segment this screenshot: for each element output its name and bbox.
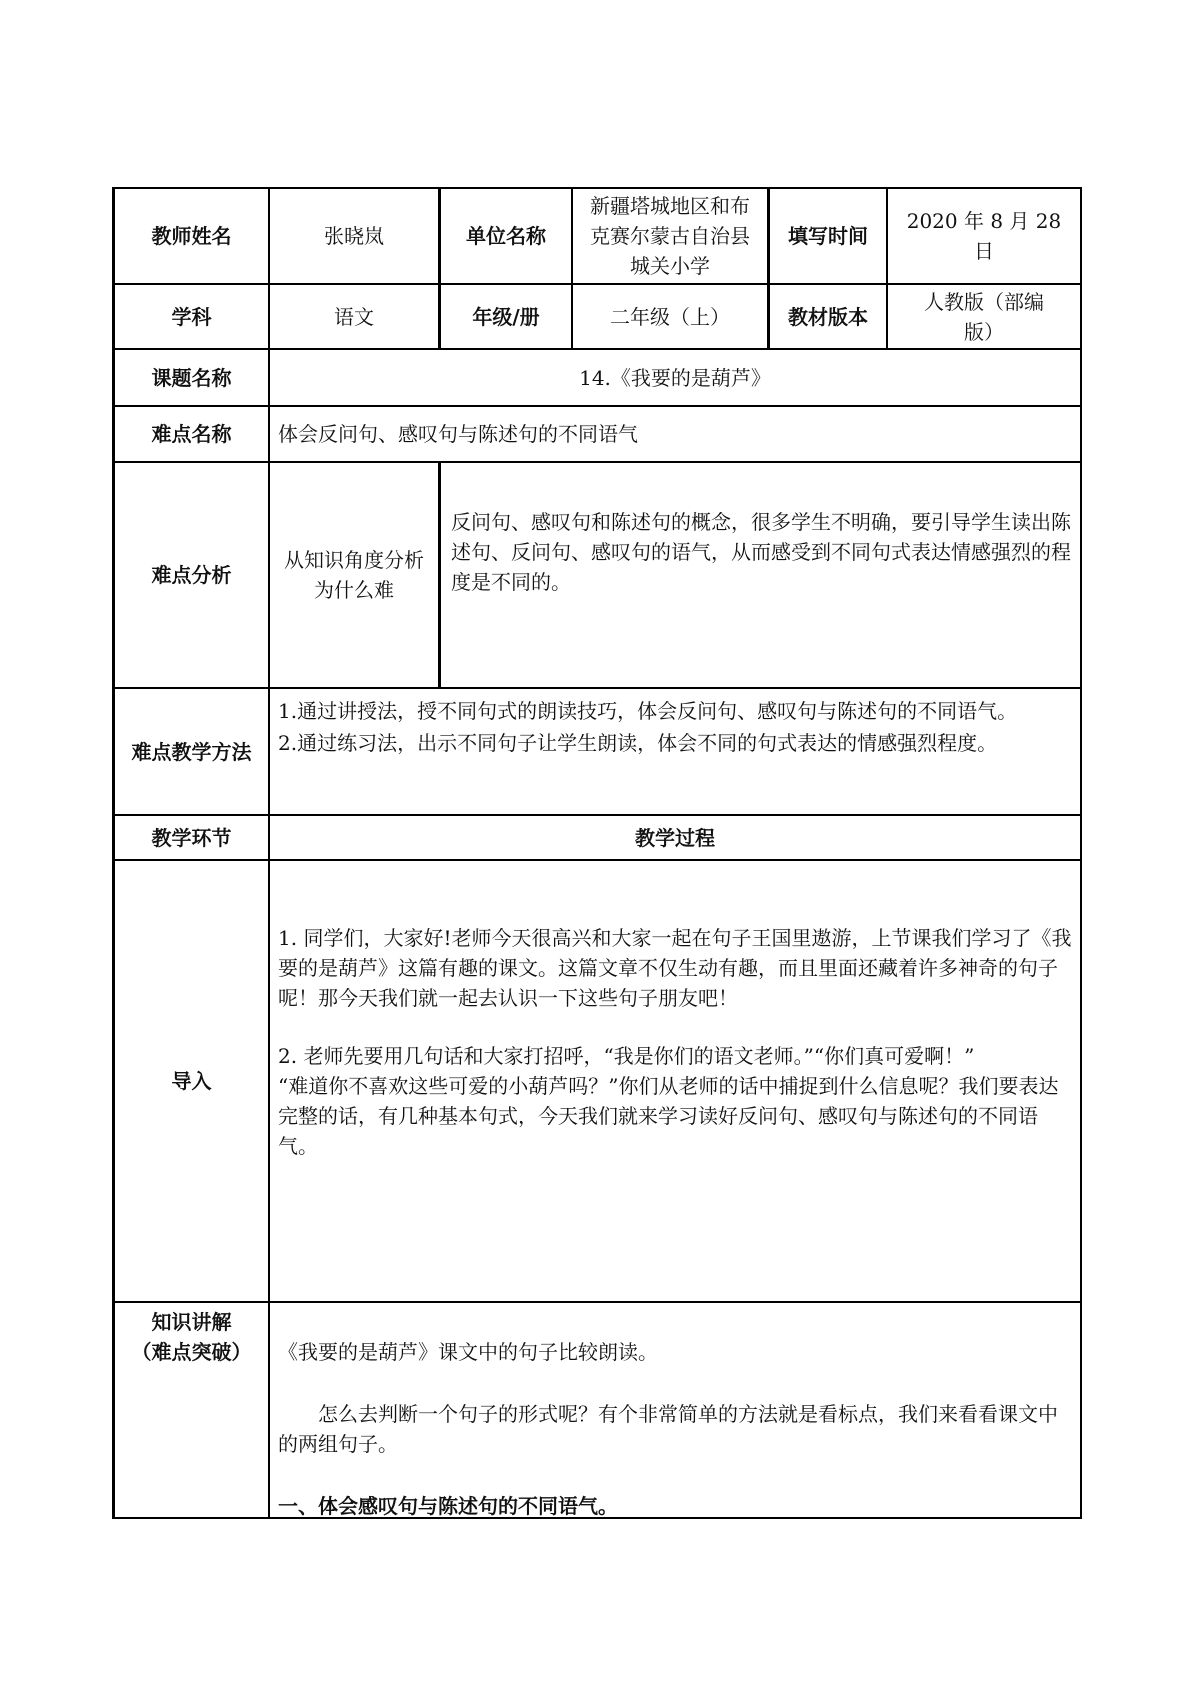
lesson-title-value: 14.《我要的是葫芦》	[268, 348, 1082, 405]
difficulty-analysis-text: 反问句、感叹句和陈述句的概念，很多学生不明确，要引导学生读出陈述句、反问句、感叹句的语气，从而感受到不同句式表达情感强烈的程度是不同的。	[438, 461, 1082, 687]
knowledge-content	[268, 1301, 1082, 1517]
intro-row	[112, 859, 1082, 1301]
lesson-plan-table	[112, 187, 1082, 1519]
teacher-name: 张晓岚	[268, 187, 438, 283]
teaching-method-label: 难点教学方法	[112, 687, 268, 814]
date-label: 填写时间	[767, 187, 886, 283]
unit-name: 新疆塔城地区和布克赛尔蒙古自治县城关小学	[571, 187, 767, 283]
lesson-title-label: 课题名称	[112, 348, 268, 405]
intro-label: 导入	[112, 859, 268, 1301]
knowledge-row	[112, 1301, 1082, 1519]
knowledge-paragraph-3: 一、体会感叹句与陈述句的不同语气。	[278, 1494, 618, 1518]
knowledge-paragraph-1: 《我要的是葫芦》课文中的句子比较朗读。	[278, 1340, 658, 1364]
process-label: 教学过程	[268, 814, 1082, 859]
intro-paragraph-1: 1. 同学们，大家好!老师今天很高兴和大家一起在句子王国里遨游，上节课我们学习了《我要的是葫芦》这篇有趣的课文。这篇文章不仅生动有趣，而且里面还藏着许多神奇的句子呢！那今天我们就一起去认识一下这些句子朋友吧！	[278, 926, 1072, 1010]
textbook-label: 教材版本	[767, 283, 886, 348]
header-row-1	[112, 187, 1082, 283]
knowledge-label-line-2: （难点突破）	[131, 1340, 252, 1364]
knowledge-label	[112, 1301, 268, 1517]
method-item-1: 1.通过讲授法，授不同句式的朗读技巧，体会反问句、感叹句与陈述句的不同语气。	[278, 699, 1018, 723]
intro-content	[268, 859, 1082, 1301]
difficulty-analysis-label: 难点分析	[112, 461, 268, 687]
date-value: 2020 年 8 月 28 日	[886, 187, 1082, 283]
method-item-2: 2.通过练习法，出示不同句子让学生朗读，体会不同的句式表达的情感强烈程度。	[278, 731, 998, 755]
difficulty-analysis-row	[112, 461, 1082, 687]
subject-value: 语文	[268, 283, 438, 348]
difficulty-name-label: 难点名称	[112, 405, 268, 461]
knowledge-label-line-1: 知识讲解	[151, 1310, 232, 1334]
lesson-title-row	[112, 348, 1082, 405]
difficulty-name-value: 体会反问句、感叹句与陈述句的不同语气	[268, 405, 1082, 461]
intro-paragraph-3: “难道你不喜欢这些可爱的小葫芦吗？”你们从老师的话中捕捉到什么信息呢？我们要表达完整的话，有几种基本句式，今天我们就来学习读好反问句、感叹句与陈述句的不同语气。	[278, 1074, 1059, 1158]
teacher-label: 教师姓名	[112, 187, 268, 283]
difficulty-analysis-sublabel: 从知识角度分析为什么难	[268, 461, 438, 687]
process-header-row	[112, 814, 1082, 859]
difficulty-name-row	[112, 405, 1082, 461]
teaching-method-row	[112, 687, 1082, 814]
subject-label: 学科	[112, 283, 268, 348]
grade-label: 年级/册	[438, 283, 571, 348]
header-row-2	[112, 283, 1082, 348]
textbook-value: 人教版（部编版）	[886, 283, 1082, 348]
teaching-method-content	[268, 687, 1082, 814]
grade-value: 二年级（上）	[571, 283, 767, 348]
unit-label: 单位名称	[438, 187, 571, 283]
stage-label: 教学环节	[112, 814, 268, 859]
intro-paragraph-2: 2. 老师先要用几句话和大家打招呼，“我是你们的语文老师。”“你们真可爱啊！”	[278, 1044, 975, 1068]
knowledge-paragraph-2: 怎么去判断一个句子的形式呢？有个非常简单的方法就是看标点，我们来看看课文中的两组句子。	[278, 1402, 1058, 1456]
